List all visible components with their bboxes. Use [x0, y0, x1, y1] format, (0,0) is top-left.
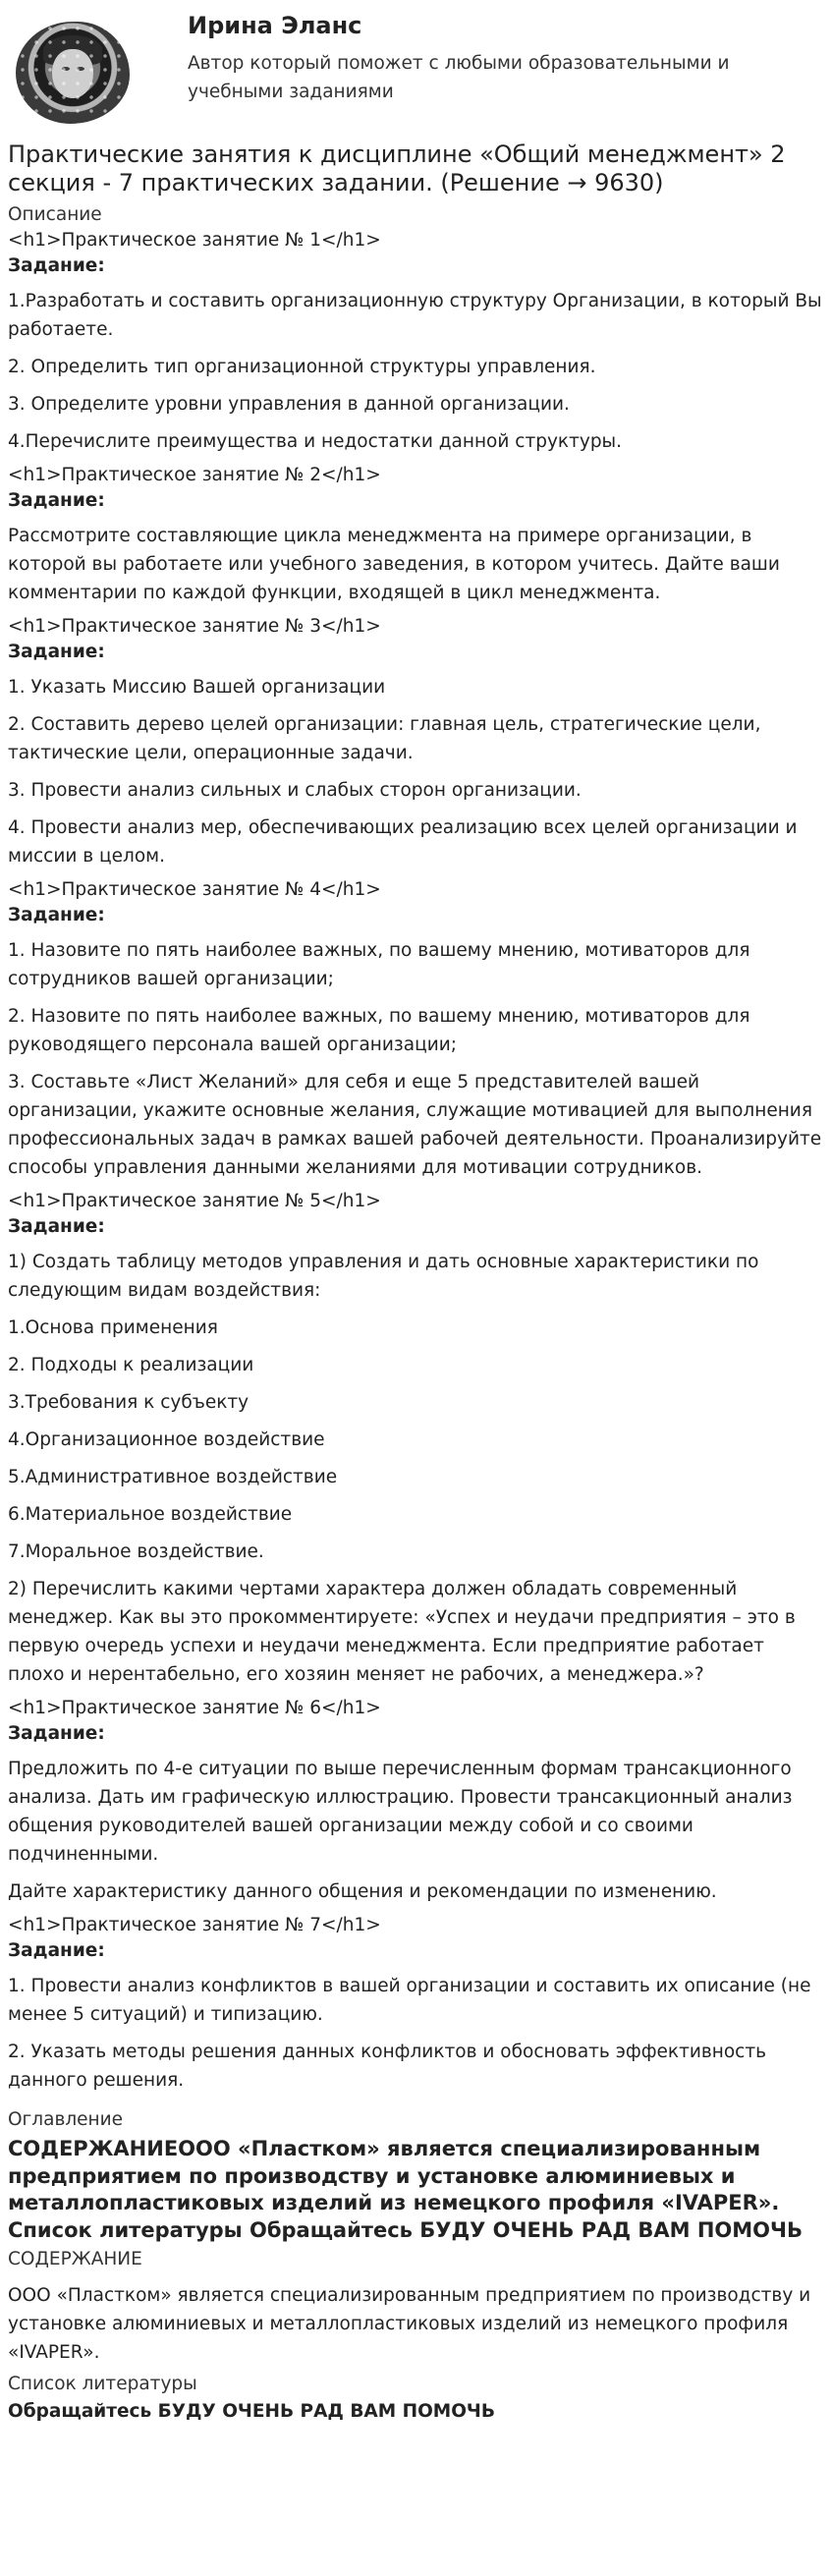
task-section: [8, 1190, 824, 1689]
section-heading: <h1>Практическое занятие № 5</h1>: [8, 1191, 381, 1211]
task-sections: [8, 229, 824, 2095]
task-paragraph: 2. Назовите по пять наиболее важных, по вашему мнению, мотиваторов для руководящего персонала вашей организации;: [8, 1006, 750, 1055]
toc-body: СОДЕРЖАНИЕООО «Пластком» является специализированным предприятием по производству и установке алюминиевых и металлопластиковых изделий из немецкого профиля «IVAPER». Список литературы Обращайтесь БУДУ ОЧЕНЬ РАД ВАМ ПОМОЧЬ: [8, 2137, 803, 2242]
section-heading: <h1>Практическое занятие № 6</h1>: [8, 1698, 381, 1718]
task-label: Задание:: [8, 490, 105, 511]
section-heading: <h1>Практическое занятие № 1</h1>: [8, 230, 381, 251]
section-heading: <h1>Практическое занятие № 4</h1>: [8, 879, 381, 900]
description-label: Описание: [8, 204, 102, 225]
task-paragraph: 1) Создать таблицу методов управления и дать основные характеристики по следующим видам воздействия:: [8, 1252, 759, 1301]
section-heading: <h1>Практическое занятие № 7</h1>: [8, 1915, 381, 1935]
task-paragraph: 1. Назовите по пять наиболее важных, по вашему мнению, мотиваторов для сотрудников вашей организации;: [8, 940, 750, 989]
author-description: Автор который поможет с любыми образовательными и учебными заданиями: [188, 53, 730, 102]
task-paragraph: 1. Провести анализ конфликтов в вашей организации и составить их описание (не менее 5 ситуаций) и типизацию.: [8, 1976, 811, 2025]
task-paragraph: Рассмотрите составляющие цикла менеджмента на примере организации, в которой вы работаете или учебного заведения, в котором учитесь. Дайте ваши комментарии по каждой функции, входящей в цикл менеджмента.: [8, 526, 780, 603]
author-name[interactable]: Ирина Эланс: [188, 12, 362, 39]
task-paragraph: 4.Перечислите преимущества и недостатки данной структуры.: [8, 431, 623, 452]
contents-text: ООО «Пластком» является специализированным предприятием по производству и установке алюминиевых и металлопластиковых изделий из немецкого профиля «IVAPER».: [8, 2285, 811, 2363]
page-title: Практические занятия к дисциплине «Общий менеджмент» 2 секция - 7 практических задании. (Решение → 9630): [8, 140, 786, 196]
task-label: Задание:: [8, 1723, 105, 1744]
section-heading: <h1>Практическое занятие № 3</h1>: [8, 616, 381, 637]
task-paragraph: 4. Провести анализ мер, обеспечивающих реализацию всех целей организации и миссии в целом.: [8, 817, 798, 867]
task-paragraph: 7.Моральное воздействие.: [8, 1541, 264, 1562]
toc-label: Оглавление: [8, 2109, 124, 2130]
task-paragraph: 1.Основа применения: [8, 1317, 218, 1338]
task-paragraph: 2. Определить тип организационной структуры управления.: [8, 357, 596, 377]
task-label: Задание:: [8, 255, 105, 276]
task-paragraph: 2. Указать методы решения данных конфликтов и обосновать эффективность данного решения.: [8, 2042, 767, 2091]
task-paragraph: 1.Разработать и составить организационную структуру Организации, в который Вы работаете.: [8, 291, 822, 340]
task-label: Задание:: [8, 905, 105, 925]
author-avatar[interactable]: [16, 22, 130, 124]
references-text: Обращайтесь БУДУ ОЧЕНЬ РАД ВАМ ПОМОЧЬ: [8, 2401, 495, 2422]
contents-label: СОДЕРЖАНИЕ: [8, 2249, 142, 2269]
section-heading: <h1>Практическое занятие № 2</h1>: [8, 465, 381, 485]
task-paragraph: 2. Составить дерево целей организации: главная цель, стратегические цели, тактические цели, операционные задачи.: [8, 714, 761, 763]
task-paragraph: 3. Составьте «Лист Желаний» для себя и еще 5 представителей вашей организации, укажите основные желания, служащие мотивацией для выполнения профессиональных задач в рамках вашей рабочей деятельности. Проанализируйте способы управления данными желаниями для мотивации сотрудников.: [8, 1072, 822, 1178]
task-paragraph: 1. Указать Миссию Вашей организации: [8, 677, 386, 698]
task-paragraph: Предложить по 4-е ситуации по выше перечисленным формам трансакционного анализа. Дать им графическую иллюстрацию. Провести трансакционный анализ общения руководителей вашей организации между собой и со своими подчиненными.: [8, 1759, 793, 1865]
task-paragraph: Дайте характеристику данного общения и рекомендации по изменению.: [8, 1881, 717, 1902]
task-label: Задание:: [8, 1940, 105, 1961]
task-paragraph: 3. Определите уровни управления в данной организации.: [8, 394, 570, 415]
task-paragraph: 3. Провести анализ сильных и слабых сторон организации.: [8, 780, 582, 801]
task-paragraph: 3.Требования к субъекту: [8, 1392, 250, 1413]
task-paragraph: 5.Административное воздействие: [8, 1467, 338, 1487]
task-section: [8, 1914, 824, 2095]
references-label: Список литературы: [8, 2374, 197, 2394]
task-label: Задание:: [8, 642, 105, 662]
task-paragraph: 4.Организационное воздействие: [8, 1429, 325, 1450]
task-paragraph: 2. Подходы к реализации: [8, 1355, 254, 1375]
task-section: [8, 615, 824, 870]
task-section: [8, 464, 824, 607]
author-card: [8, 0, 824, 133]
task-section: [8, 1697, 824, 1906]
task-section: [8, 229, 824, 456]
task-label: Задание:: [8, 1216, 105, 1237]
task-paragraph: 2) Перечислить какими чертами характера должен обладать современный менеджер. Как вы это прокомментируете: «Успех и неудачи предприятия – это в первую очередь успехи и неудачи менеджмента. Если предприятие работает плохо и нерентабельно, его хозяин меняет не рабочих, а менеджера.»?: [8, 1579, 796, 1685]
task-paragraph: 6.Материальное воздействие: [8, 1504, 293, 1525]
task-section: [8, 878, 824, 1182]
